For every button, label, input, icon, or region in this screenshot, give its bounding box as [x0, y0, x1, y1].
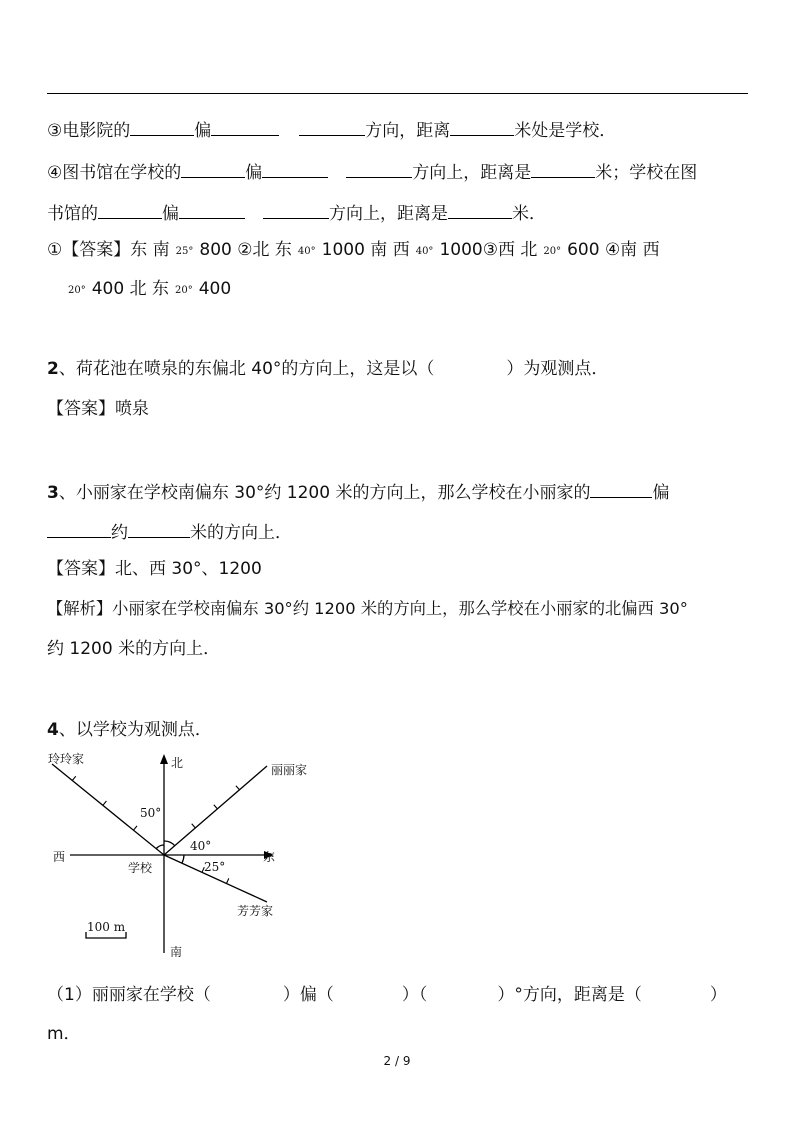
- blank[interactable]: [263, 200, 329, 219]
- north-arrow: [160, 754, 168, 764]
- blank[interactable]: [531, 159, 595, 178]
- question-3-analysis-1: 【解析】小丽家在学校南偏东 30°约 1200 米的方向上，那么学校在小丽家的北偏西 30°: [47, 599, 688, 618]
- blank[interactable]: [181, 159, 245, 178]
- label-school: 学校: [128, 861, 153, 875]
- question-4-sub-1: （1）丽丽家在学校（ ）偏（ ）（ ）°方向，距离是（ ）: [47, 985, 727, 1005]
- top-rule: [47, 93, 748, 94]
- angle-arc-ne: [164, 841, 175, 846]
- blank[interactable]: [448, 200, 512, 219]
- blank[interactable]: [179, 200, 245, 219]
- label-fangfang: 芳芳家: [237, 904, 274, 918]
- blank[interactable]: [130, 117, 194, 136]
- blank[interactable]: [98, 200, 162, 219]
- blank[interactable]: [47, 519, 111, 538]
- page-number: 2 / 9: [383, 1054, 411, 1068]
- ray-lili: [164, 766, 267, 855]
- blank[interactable]: [590, 479, 652, 498]
- blank[interactable]: [211, 117, 279, 136]
- question-3-line-2: 约 米的方向上．: [47, 519, 292, 544]
- label-lingling: 玲玲家: [48, 752, 85, 766]
- direction-diagram: [40, 748, 330, 968]
- line-4: ④图书馆在学校的 偏 方向上，距离是 米；学校在图: [47, 159, 697, 184]
- label-angle-nw: 50°: [140, 806, 162, 820]
- blank[interactable]: [262, 159, 328, 178]
- label-east: 东: [263, 850, 276, 864]
- question-4-sub-1-unit: m．: [47, 1024, 81, 1044]
- blank[interactable]: [128, 519, 190, 538]
- answer-line-1: ①【答案】东 南 25° 800 ②北 东 40° 1000 南 西 40° 1000③西 北 20° 600 ④南 西: [47, 240, 660, 260]
- angle-arc-nw: [156, 845, 164, 849]
- question-3-analysis-2: 约 1200 米的方向上．: [47, 639, 221, 659]
- question-3: 3、小丽家在学校南偏东 30°约 1200 米的方向上，那么学校在小丽家的 偏: [47, 479, 669, 504]
- blank[interactable]: [450, 117, 514, 136]
- question-2: 2、荷花池在喷泉的东偏北 40°的方向上，这是以（ ）为观测点．: [47, 359, 609, 379]
- label-west: 西: [53, 850, 66, 864]
- blank[interactable]: [346, 159, 412, 178]
- label-angle-ne: 40°: [190, 839, 212, 853]
- label-angle-se: 25°: [204, 860, 226, 874]
- blank[interactable]: [299, 117, 365, 136]
- line-3: ③电影院的 偏 方向，距离 米处是学校．: [47, 117, 616, 142]
- label-lili: 丽丽家: [271, 763, 308, 777]
- question-2-answer: 【答案】喷泉: [47, 399, 149, 419]
- question-4: 4、以学校为观测点．: [47, 720, 212, 740]
- label-north: 北: [171, 756, 184, 770]
- line-5: 书馆的 偏 方向上，距离是 米．: [47, 200, 546, 225]
- angle-arc-se: [182, 855, 184, 863]
- answer-line-2: 20° 400 北 东 20° 400: [68, 279, 232, 299]
- label-scale: 100 m: [87, 920, 126, 934]
- label-south: 南: [170, 945, 183, 959]
- question-3-answer: 【答案】北、西 30°、1200: [47, 559, 262, 579]
